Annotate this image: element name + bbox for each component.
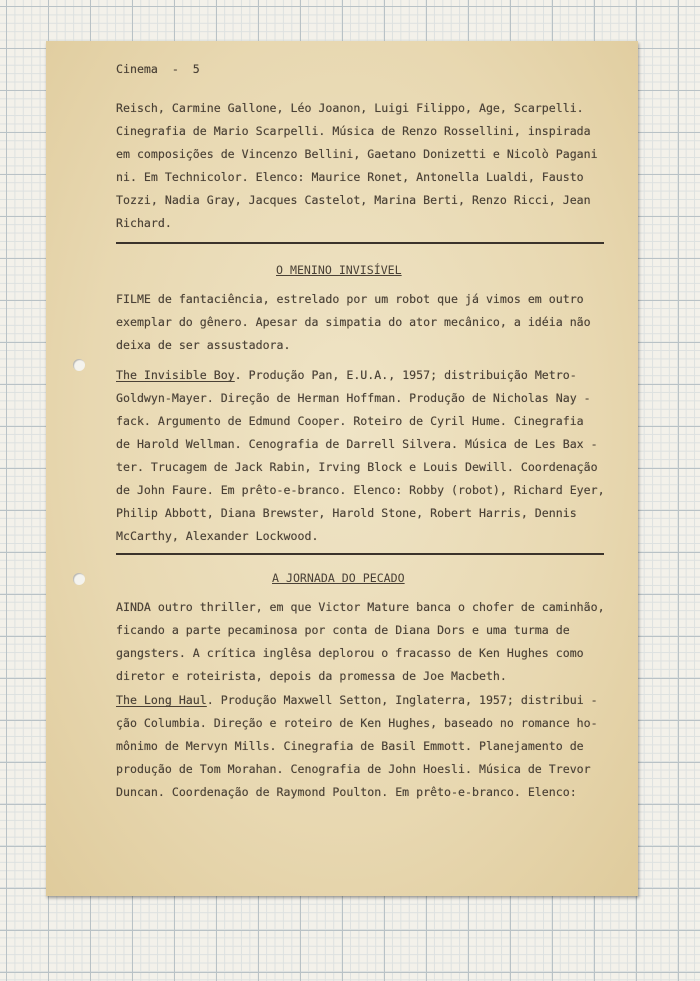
text-line: Reisch, Carmine Gallone, Léo Joanon, Luigi Filippo, Age, Scarpelli. <box>116 101 584 115</box>
text-line: deixa de ser assustadora. <box>116 338 291 352</box>
section-divider <box>116 553 604 555</box>
page-header: Cinema - 5 <box>116 62 200 76</box>
section-divider <box>116 242 604 244</box>
text-line: AINDA outro thriller, em que Victor Mature banca o chofer de caminhão, <box>116 600 605 614</box>
section-title: A JORNADA DO PECADO <box>272 571 405 585</box>
text-line: Tozzi, Nadia Gray, Jacques Castelot, Marina Berti, Renzo Ricci, Jean <box>116 193 591 207</box>
text-line: ter. Trucagem de Jack Rabin, Irving Block e Louis Dewill. Coordenação <box>116 460 598 474</box>
text-line: fack. Argumento de Edmund Cooper. Roteiro de Cyril Hume. Cinegrafia <box>116 414 584 428</box>
text-line: Duncan. Coordenação de Raymond Poulton. Em prêto-e-branco. Elenco: <box>116 785 577 799</box>
text-line: ni. Em Technicolor. Elenco: Maurice Ronet, Antonella Lualdi, Fausto <box>116 170 584 184</box>
text-line: Richard. <box>116 216 172 230</box>
text-line: produção de Tom Morahan. Cenografia de John Hoesli. Música de Trevor <box>116 762 591 776</box>
text-line: gangsters. A crítica inglêsa deplorou o fracasso de Ken Hughes como <box>116 646 584 660</box>
text-line: Cinegrafia de Mario Scarpelli. Música de Renzo Rossellini, inspirada <box>116 124 591 138</box>
film-title: The Long Haul <box>116 693 207 707</box>
text-line: diretor e roteirista, depois da promessa de Joe Macbeth. <box>116 669 507 683</box>
text-line: The Invisible Boy. Produção Pan, E.U.A., 1957; distribuição Metro- <box>116 368 577 382</box>
text-line: Goldwyn-Mayer. Direção de Herman Hoffman. Produção de Nicholas Nay - <box>116 391 591 405</box>
punch-hole <box>73 573 85 585</box>
text-line: ficando a parte pecaminosa por conta de Diana Dors e uma turma de <box>116 623 570 637</box>
text-line: exemplar do gênero. Apesar da simpatia do ator mecânico, a idéia não <box>116 315 591 329</box>
text-line: de John Faure. Em prêto-e-branco. Elenco: Robby (robot), Richard Eyer, <box>116 483 605 497</box>
text-line: Philip Abbott, Diana Brewster, Harold Stone, Robert Harris, Dennis <box>116 506 577 520</box>
section-title: O MENINO INVISÍVEL <box>276 263 402 277</box>
text-line: McCarthy, Alexander Lockwood. <box>116 529 319 543</box>
text-line: ção Columbia. Direção e roteiro de Ken Hughes, baseado no romance ho- <box>116 716 598 730</box>
text-line: de Harold Wellman. Cenografia de Darrell Silvera. Música de Les Bax - <box>116 437 598 451</box>
text-line: FILME de fantaciência, estrelado por um robot que já vimos em outro <box>116 292 584 306</box>
text-line: em composições de Vincenzo Bellini, Gaetano Donizetti e Nicolò Pagani <box>116 147 598 161</box>
film-title: The Invisible Boy <box>116 368 235 382</box>
text-line: The Long Haul. Produção Maxwell Setton, Inglaterra, 1957; distribui - <box>116 693 598 707</box>
text-line: mônimo de Mervyn Mills. Cinegrafia de Basil Emmott. Planejamento de <box>116 739 584 753</box>
punch-hole <box>73 359 85 371</box>
